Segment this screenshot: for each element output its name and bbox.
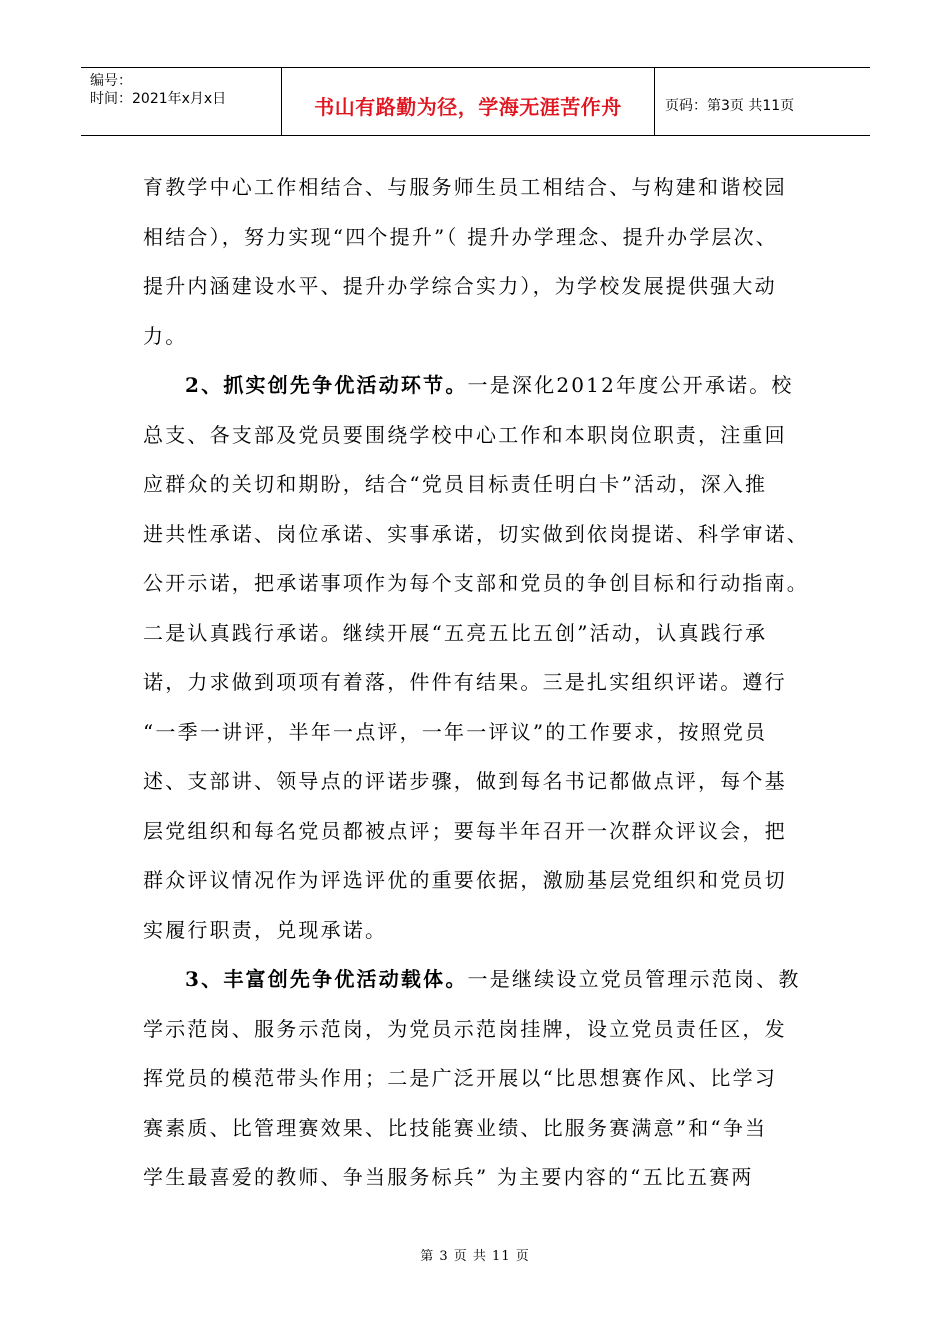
date-label: 时间：2021年x月x日: [90, 91, 227, 107]
line-text: 提升内涵建设水平、提升办学综合实力），为学校发展提供强大动: [143, 274, 777, 298]
line-text: 进共性承诺、岗位承诺、实事承诺，切实做到依岗提诺、科学审诺、: [143, 521, 809, 546]
line-text: 实履行职责，兑现承诺。: [143, 917, 388, 942]
section-heading: 3、丰富创先争优活动载体。: [185, 967, 468, 991]
line-text: 群众评议情况作为评选评优的重要依据，激励基层党组织和党员切: [143, 868, 787, 892]
line-text: 相结合），努力实现“四个提升”（ 提升办学理念、提升办学层次、: [143, 224, 779, 249]
text-line: [143, 807, 823, 857]
line-text: 一是深化2012年度公开承诺。校: [467, 373, 794, 397]
text-line: [143, 411, 823, 461]
line-text: 总支、各支部及党员要围绕学校中心工作和本职岗位职责，注重回: [143, 422, 787, 447]
text-line: [143, 609, 823, 659]
section-heading: 2、抓实创先争优活动环节。: [185, 373, 468, 397]
text-line: [143, 163, 823, 213]
text-line: [143, 1104, 823, 1154]
text-line: [143, 658, 823, 708]
header-motto: 书山有路勤为径，学海无涯苦作舟: [282, 68, 655, 135]
line-text: 二是认真践行承诺。继续开展“五亮五比五创”活动，认真践行承: [143, 620, 768, 645]
header-page-info: 页码：第3页 共11页: [665, 97, 795, 114]
text-line: [143, 510, 823, 560]
text-line: [143, 757, 823, 807]
text-line: [143, 213, 823, 263]
line-text: 层党组织和每名党员都被点评；要每半年召开一次群众评议会，把: [143, 818, 787, 843]
text-line: [143, 906, 823, 956]
text-line: [143, 856, 823, 906]
text-line: [143, 361, 823, 411]
text-line: [143, 262, 823, 312]
line-text: 学生最喜爱的教师、争当服务标兵” 为主要内容的“五比五赛两: [143, 1165, 754, 1189]
number-label: 编号：: [90, 73, 132, 89]
text-line: [143, 1005, 823, 1055]
text-line: [143, 559, 823, 609]
text-line: [143, 312, 823, 362]
header-meta: [81, 68, 282, 135]
line-text: 赛素质、比管理赛效果、比技能赛业绩、比服务赛满意”和“争当: [143, 1115, 768, 1140]
line-text: 应群众的关切和期盼，结合“党员目标责任明白卡”活动，深入推: [143, 472, 768, 496]
text-line: [143, 1153, 823, 1203]
line-text: 育教学中心工作相结合、与服务师生员工相结合、与构建和谐校园: [143, 175, 787, 199]
page-footer: 第 3 页 共 11 页: [420, 1249, 530, 1264]
document-body: [143, 163, 823, 1203]
text-line: [143, 955, 823, 1005]
line-text: 公开示诺，把承诺事项作为每个支部和党员的争创目标和行动指南。: [143, 571, 809, 595]
line-text: 学示范岗、服务示范岗，为党员示范岗挂牌，设立党员责任区，发: [143, 1016, 787, 1041]
line-text: 力。: [143, 323, 188, 348]
line-text: 一是继续设立党员管理示范岗、教: [467, 967, 801, 991]
header-table: [81, 67, 870, 136]
text-line: [143, 1054, 823, 1104]
line-text: 诺，力求做到项项有着落，件件有结果。三是扎实组织评诺。遵行: [143, 670, 787, 694]
line-text: “一季一讲评，半年一点评，一年一评议”的工作要求，按照党员: [143, 719, 768, 744]
line-text: 述、支部讲、领导点的评诺步骤，做到每名书记都做点评，每个基: [143, 769, 787, 793]
text-line: [143, 708, 823, 758]
text-line: [143, 460, 823, 510]
line-text: 挥党员的模范带头作用；二是广泛开展以“比思想赛作风、比学习: [143, 1066, 778, 1090]
